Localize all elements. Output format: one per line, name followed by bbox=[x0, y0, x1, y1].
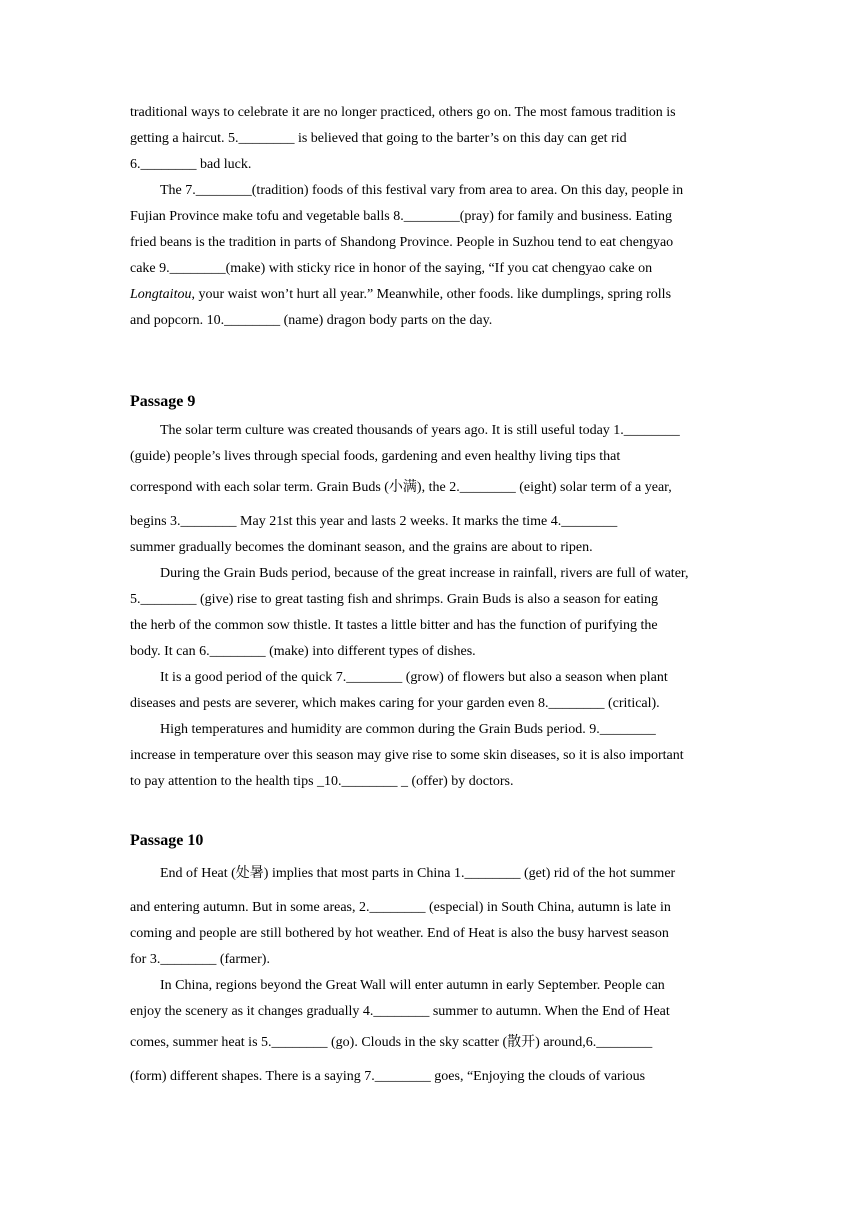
text-line: summer gradually becomes the dominant season, and the grains are about to ripen. bbox=[130, 540, 593, 555]
text-line: Fujian Province make tofu and vegetable balls 8.________(pray) for family and business. Eating bbox=[130, 209, 672, 224]
text-line: and popcorn. 10.________ (name) dragon body parts on the day. bbox=[130, 313, 493, 328]
text-line: getting a haircut. 5.________ is believed that going to the barter’s on this day can get rid bbox=[130, 131, 627, 146]
text-line: fried beans is the tradition in parts of Shandong Province. People in Suzhou tend to eat chengyao bbox=[130, 235, 674, 250]
text-line: diseases and pests are severer, which makes caring for your garden even 8.________ (critical). bbox=[130, 696, 660, 711]
text-line: for 3.________ (farmer). bbox=[130, 952, 270, 967]
text-line: the herb of the common sow thistle. It tastes a little bitter and has the function of purifying the bbox=[130, 618, 658, 633]
text-line: In China, regions beyond the Great Wall will enter autumn in early September. People can bbox=[160, 978, 665, 993]
italic-separator: , bbox=[191, 287, 199, 302]
text-line: 6.________ bad luck. bbox=[130, 157, 252, 172]
text-line: and entering autumn. But in some areas, 2.________ (especial) in South China, autumn is late in bbox=[130, 900, 671, 915]
text-line: During the Grain Buds period, because of the great increase in rainfall, rivers are full of water, bbox=[160, 566, 689, 581]
text-line: The solar term culture was created thousands of years ago. It is still useful today 1.________ bbox=[160, 423, 680, 438]
text-line: The 7.________(tradition) foods of this festival vary from area to area. On this day, people in bbox=[160, 183, 684, 198]
text-line: increase in temperature over this season may give rise to some skin diseases, so it is also important bbox=[130, 748, 684, 763]
text-line: End of Heat (处暑) implies that most parts in China 1.________ (get) rid of the hot summer bbox=[160, 866, 676, 881]
text-line: comes, summer heat is 5.________ (go). Clouds in the sky scatter (散开) around,6.________ bbox=[130, 1035, 653, 1050]
text-line: begins 3.________ May 21st this year and lasts 2 weeks. It marks the time 4.________ bbox=[130, 514, 618, 529]
passage-10-title: Passage 10 bbox=[130, 832, 204, 849]
text-line: cake 9.________(make) with sticky rice in honor of the saying, “If you cat chengyao cake on bbox=[130, 261, 653, 276]
text-line: enjoy the scenery as it changes gradually 4.________ summer to autumn. When the End of Heat bbox=[130, 1004, 670, 1019]
passage-9-title: Passage 9 bbox=[130, 393, 196, 410]
text-line: traditional ways to celebrate it are no longer practiced, others go on. The most famous tradition is bbox=[130, 105, 676, 120]
text-line: (guide) people’s lives through special foods, gardening and even healthy living tips that bbox=[130, 449, 621, 464]
text-line: It is a good period of the quick 7.________ (grow) of flowers but also a season when plant bbox=[160, 670, 668, 685]
text-line: (form) different shapes. There is a saying 7.________ goes, “Enjoying the clouds of various bbox=[130, 1069, 646, 1084]
text-line: correspond with each solar term. Grain Buds (小满), the 2.________ (eight) solar term of a year, bbox=[130, 480, 672, 495]
text-line: body. It can 6.________ (make) into different types of dishes. bbox=[130, 644, 476, 659]
text-line: to pay attention to the health tips _10.________ _ (offer) by doctors. bbox=[130, 774, 514, 789]
text-line-rest: your waist won’t hurt all year.” Meanwhile, other foods. like dumplings, spring rolls bbox=[198, 287, 672, 302]
text-line-mixed bbox=[130, 286, 671, 304]
text-line: coming and people are still bothered by hot weather. End of Heat is also the busy harvest season bbox=[130, 926, 669, 941]
italic-term: Longtaitou bbox=[130, 287, 192, 302]
text-line: 5.________ (give) rise to great tasting fish and shrimps. Grain Buds is also a season for eating bbox=[130, 592, 659, 607]
text-line: High temperatures and humidity are common during the Grain Buds period. 9.________ bbox=[160, 722, 656, 737]
